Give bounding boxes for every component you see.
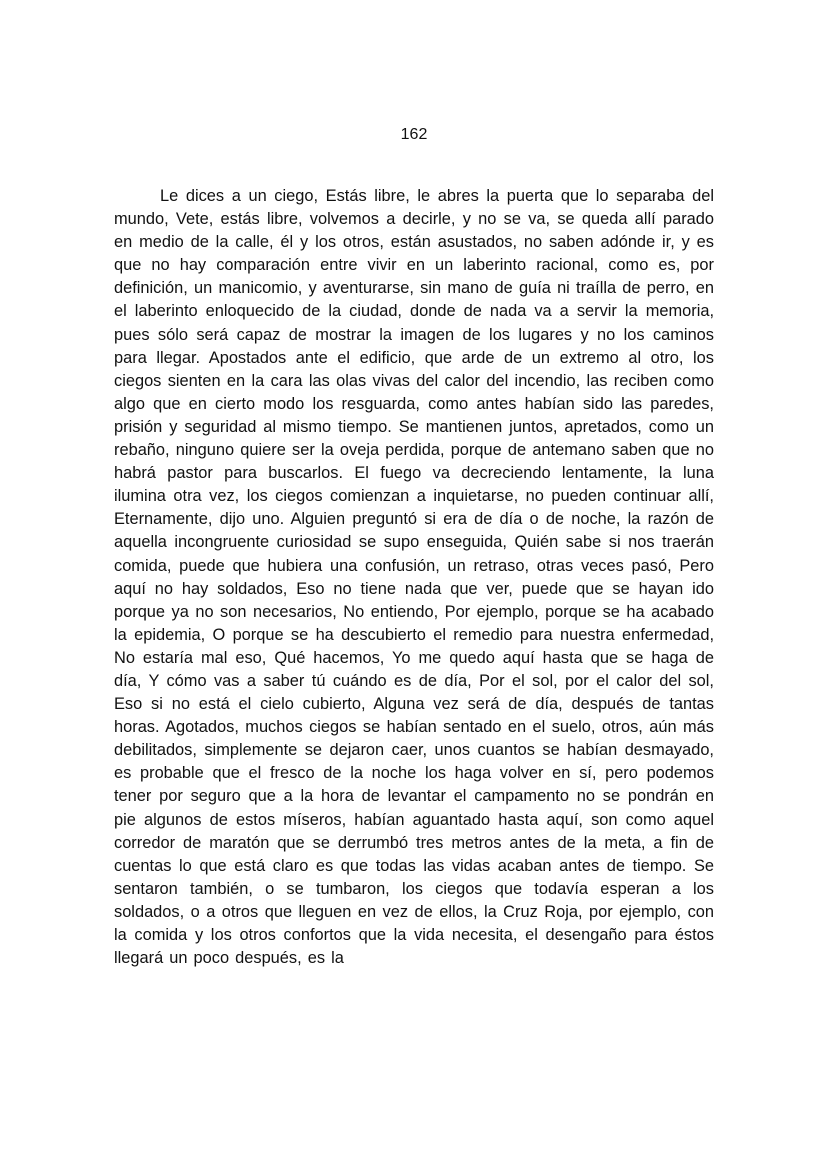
page-number: 162 <box>400 126 428 143</box>
body-paragraph: Le dices a un ciego, Estás libre, le abres la puerta que lo separaba del mundo, Vete, estás libre, volvemos a decirle, y no se va, se queda allí parado en medio de la calle, él y los otros, están asustados, no saben adónde ir, y es que no hay comparación entre vivir en un laberinto racional, como es, por definición, un manicomio, y aventurarse, sin mano de guía ni traílla de perro, en el laberinto enloquecido de la ciudad, donde de nada va a servir la memoria, pues sólo será capaz de mostrar la imagen de los lugares y no los caminos para llegar. Apostados ante el edificio, que arde de un extremo al otro, los ciegos sienten en la cara las olas vivas del calor del incendio, las reciben como algo que en cierto modo los resguarda, como antes habían sido las paredes, prisión y seguridad al mismo tiempo. Se mantienen juntos, apretados, como un rebaño, ninguno quiere ser la oveja perdida, porque de antemano saben que no habrá pastor para buscarlos. El fuego va decreciendo lentamente, la luna ilumina otra vez, los ciegos comienzan a inquietarse, no pueden continuar allí, Eternamente, dijo uno. Alguien preguntó si era de día o de noche, la razón de aquella incongruente curiosidad se supo enseguida, Quién sabe si nos traerán comida, puede que hubiera una confusión, un retraso, otras veces pasó, Pero aquí no hay soldados, Eso no tiene nada que ver, puede que se hayan ido porque ya no son necesarios, No entiendo, Por ejemplo, porque se ha acabado la epidemia, O porque se ha descubierto el remedio para nuestra enfermedad, No estaría mal eso, Qué hacemos, Yo me quedo aquí hasta que se haga de día, Y cómo vas a saber tú cuándo es de día, Por el sol, por el calor del sol, Eso si no está el cielo cubierto, Alguna vez será de día, después de tantas horas. Agotados, muchos ciegos se habían sentado en el suelo, otros, aún más debilitados, simplemente se dejaron caer, unos cuantos se habían desmayado, es probable que el fresco de la noche los haga volver en sí, pero podemos tener por seguro que a la hora de levantar el campamento no se pondrán en pie algunos de estos míseros, habían aguantado hasta aquí, son como aquel corredor de maratón que se derrumbó tres metros antes de la meta, a fin de cuentas lo que está claro es que todas las vidas acaban antes de tiempo. Se sentaron también, o se tumbaron, los ciegos que todavía esperan a los soldados, o a otros que lleguen en vez de ellos, la Cruz Roja, por ejemplo, con la comida y los otros confortos que la vida necesita, el desengaño para éstos llegará un poco después, es la <box>114 187 714 968</box>
